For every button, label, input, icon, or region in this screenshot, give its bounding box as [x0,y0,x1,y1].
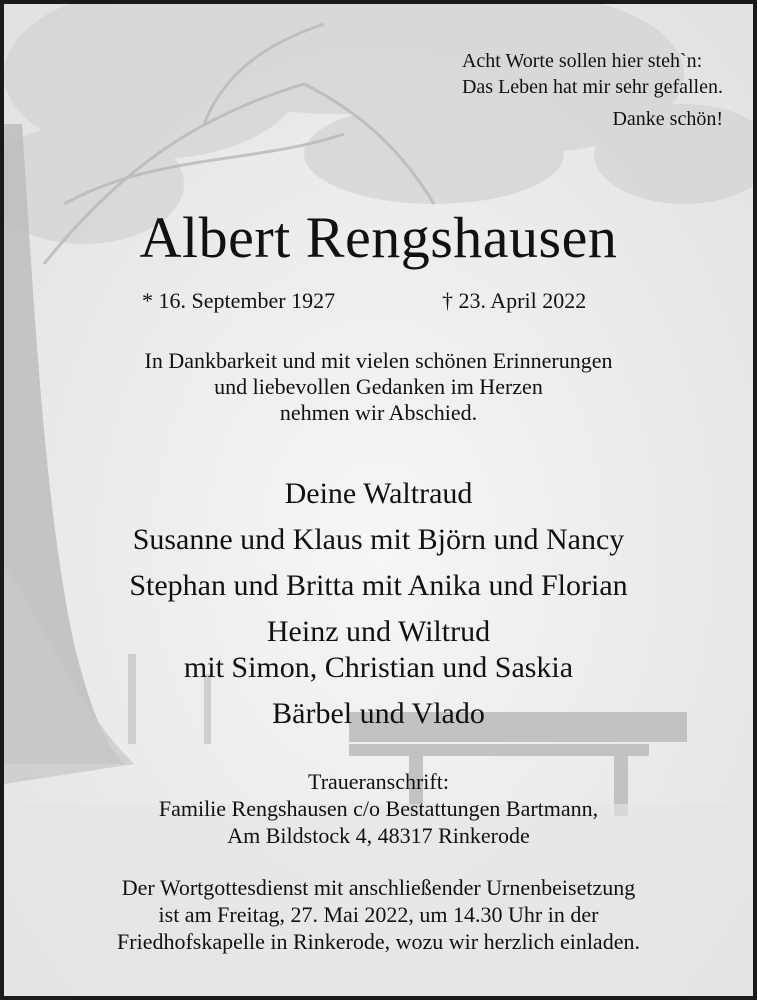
motto-line-1: Acht Worte sollen hier steh`n: [461,50,703,72]
service-line-1: Der Wortgottesdienst mit anschließender Urnenbeisetzung [121,875,636,900]
service-announcement [4,874,753,955]
mourner-entry: Heinz und Wiltrud [266,615,491,648]
mourning-address [4,768,753,849]
birth-date: * 16. September 1927 [142,288,336,313]
obituary-content [4,4,753,996]
motto-verse [462,48,723,132]
mourner-entry: Bärbel und Vlado [272,697,485,730]
motto-thanks: Danke schön! [612,108,723,130]
mourner-entry: Deine Waltraud [284,477,473,510]
mourners-list [4,476,753,732]
deceased-name: Albert Rengshausen [139,205,618,270]
farewell-line-1: In Dankbarkeit und mit vielen schönen Erinnerungen [144,348,613,373]
motto-line-2: Das Leben hat mir sehr gefallen. [461,76,723,98]
address-label: Traueranschrift: [308,769,449,794]
address-line-2: Am Bildstock 4, 48317 Rinkerode [227,823,530,848]
address-line-1: Familie Rengshausen c/o Bestattungen Bartmann, [158,796,599,821]
service-line-3: Friedhofskapelle in Rinkerode, wozu wir herzlich einladen. [117,929,640,954]
service-line-2: ist am Freitag, 27. Mai 2022, um 14.30 Uhr in der [158,902,599,927]
mourner-entry: Stephan und Britta mit Anika und Florian [129,569,628,602]
farewell-line-2: und liebevollen Gedanken im Herzen [214,374,543,399]
death-date: † 23. April 2022 [442,288,587,313]
farewell-text [4,348,753,426]
mourner-entry: mit Simon, Christian und Saskia [183,651,574,684]
farewell-line-3: nehmen wir Abschied. [279,400,478,425]
mourner-entry: Susanne und Klaus mit Björn und Nancy [132,523,625,556]
